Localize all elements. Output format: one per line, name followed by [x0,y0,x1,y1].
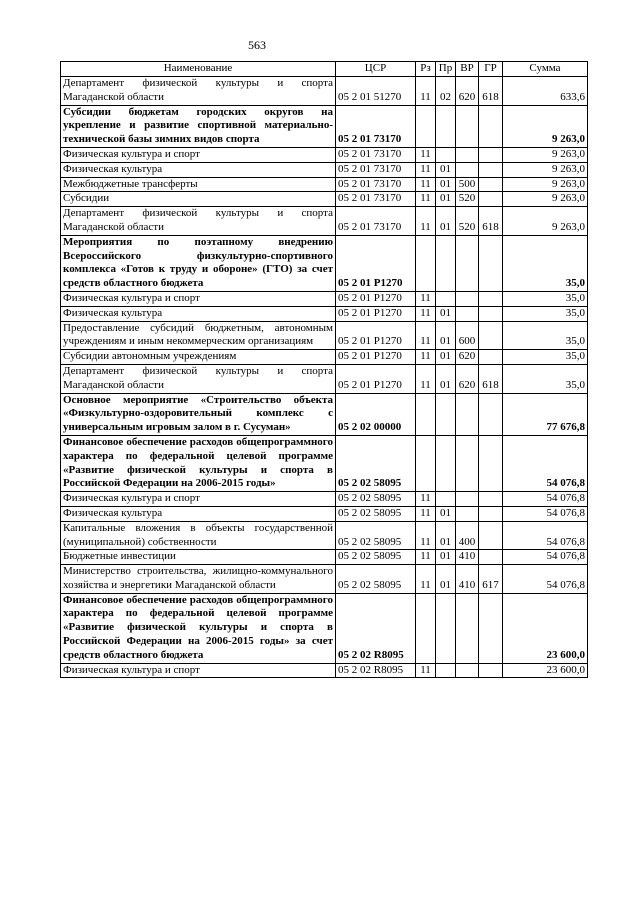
row-rz-cell [416,105,436,147]
table-row [61,147,588,162]
row-pr-cell [436,492,456,507]
row-gr-cell [479,521,503,550]
row-gr-cell [479,321,503,350]
row-vr-cell [456,162,479,177]
row-csr-cell: 05 2 02 58095 [336,435,416,491]
row-gr-cell [479,105,503,147]
row-name-cell: Субсидии [61,192,336,207]
row-csr-cell: 05 2 01 Р1270 [336,350,416,365]
row-gr-cell [479,550,503,565]
row-name-cell: Физическая культура [61,506,336,521]
row-csr-cell: 05 2 01 Р1270 [336,364,416,393]
row-name-cell: Департамент физической культуры и спорта Магаданской области [61,77,336,106]
row-pr-cell [436,663,456,678]
row-vr-cell: 620 [456,350,479,365]
row-name-cell: Физическая культура [61,306,336,321]
row-sum-cell: 54 076,8 [503,550,588,565]
row-sum-cell: 23 600,0 [503,593,588,663]
row-name-cell: Департамент физической культуры и спорта Магаданской области [61,207,336,236]
row-gr-cell [479,177,503,192]
row-gr-cell: 618 [479,364,503,393]
row-rz-cell [416,235,436,291]
table-row [61,565,588,594]
table-header-row [61,62,588,77]
row-vr-cell [456,435,479,491]
row-pr-cell: 01 [436,321,456,350]
row-name-cell: Финансовое обеспечение расходов общепрограммного характера по федеральной целевой программе «Развитие физической культуры и спорта в Российской Федерации на 2006-2015 годы» [61,435,336,491]
table-row [61,306,588,321]
row-vr-cell: 620 [456,364,479,393]
row-pr-cell [436,291,456,306]
row-gr-cell [479,306,503,321]
row-rz-cell: 11 [416,291,436,306]
row-rz-cell: 11 [416,177,436,192]
row-sum-cell: 633,6 [503,77,588,106]
row-pr-cell [436,593,456,663]
row-name-cell: Физическая культура и спорт [61,492,336,507]
row-rz-cell: 11 [416,521,436,550]
row-sum-cell: 54 076,8 [503,492,588,507]
row-csr-cell: 05 2 01 73170 [336,207,416,236]
row-rz-cell: 11 [416,321,436,350]
row-pr-cell [436,235,456,291]
table-row [61,105,588,147]
row-name-cell: Физическая культура [61,162,336,177]
row-rz-cell: 11 [416,77,436,106]
row-sum-cell: 77 676,8 [503,393,588,435]
row-sum-cell: 35,0 [503,235,588,291]
row-vr-cell [456,306,479,321]
table-row [61,350,588,365]
row-sum-cell: 23 600,0 [503,663,588,678]
table-row [61,492,588,507]
row-gr-cell: 617 [479,565,503,594]
row-vr-cell [456,492,479,507]
row-vr-cell: 600 [456,321,479,350]
row-vr-cell [456,393,479,435]
row-gr-cell [479,435,503,491]
table-row [61,506,588,521]
row-vr-cell: 520 [456,192,479,207]
table-row [61,162,588,177]
row-vr-cell [456,593,479,663]
table-row [61,521,588,550]
row-csr-cell: 05 2 02 58095 [336,550,416,565]
row-vr-cell [456,291,479,306]
row-pr-cell [436,435,456,491]
table-row [61,291,588,306]
table-row [61,593,588,663]
col-header-sum: Сумма [503,62,588,77]
row-gr-cell: 618 [479,77,503,106]
row-sum-cell: 54 076,8 [503,435,588,491]
row-gr-cell [479,393,503,435]
row-pr-cell: 01 [436,565,456,594]
table-row [61,663,588,678]
row-vr-cell: 410 [456,550,479,565]
row-rz-cell: 11 [416,550,436,565]
row-name-cell: Межбюджетные трансферты [61,177,336,192]
table-row [61,550,588,565]
page-number: 563 [248,38,266,52]
row-sum-cell: 35,0 [503,350,588,365]
col-header-name: Наименование [61,62,336,77]
row-gr-cell: 618 [479,207,503,236]
row-rz-cell: 11 [416,207,436,236]
table-body [61,77,588,678]
row-vr-cell: 410 [456,565,479,594]
row-csr-cell: 05 2 01 Р1270 [336,291,416,306]
row-rz-cell: 11 [416,162,436,177]
row-csr-cell: 05 2 01 Р1270 [336,235,416,291]
row-rz-cell: 11 [416,350,436,365]
row-vr-cell: 500 [456,177,479,192]
row-vr-cell [456,147,479,162]
row-vr-cell: 400 [456,521,479,550]
row-csr-cell: 05 2 01 51270 [336,77,416,106]
row-rz-cell [416,393,436,435]
row-sum-cell: 9 263,0 [503,147,588,162]
row-sum-cell: 9 263,0 [503,162,588,177]
row-rz-cell: 11 [416,565,436,594]
row-pr-cell: 01 [436,364,456,393]
row-pr-cell: 01 [436,162,456,177]
row-rz-cell: 11 [416,506,436,521]
row-pr-cell: 01 [436,506,456,521]
table-row [61,207,588,236]
col-header-gr: ГР [479,62,503,77]
row-csr-cell: 05 2 02 00000 [336,393,416,435]
row-sum-cell: 9 263,0 [503,177,588,192]
row-sum-cell: 35,0 [503,321,588,350]
row-pr-cell [436,147,456,162]
row-name-cell: Департамент физической культуры и спорта Магаданской области [61,364,336,393]
row-pr-cell: 01 [436,306,456,321]
col-header-vr: ВР [456,62,479,77]
table-row [61,435,588,491]
row-vr-cell: 520 [456,207,479,236]
row-csr-cell: 05 2 02 58095 [336,521,416,550]
row-vr-cell [456,235,479,291]
col-header-csr: ЦСР [336,62,416,77]
row-csr-cell: 05 2 02 R8095 [336,663,416,678]
row-gr-cell [479,235,503,291]
row-pr-cell: 01 [436,521,456,550]
row-pr-cell [436,393,456,435]
col-header-rz: Рз [416,62,436,77]
row-csr-cell: 05 2 01 Р1270 [336,306,416,321]
row-gr-cell [479,192,503,207]
row-rz-cell: 11 [416,492,436,507]
table-row [61,364,588,393]
row-rz-cell: 11 [416,147,436,162]
row-pr-cell: 01 [436,192,456,207]
table-row [61,177,588,192]
row-name-cell: Субсидии автономным учреждениям [61,350,336,365]
row-pr-cell: 01 [436,207,456,236]
row-rz-cell [416,435,436,491]
row-rz-cell: 11 [416,364,436,393]
table-row [61,192,588,207]
row-gr-cell [479,593,503,663]
col-header-pr: Пр [436,62,456,77]
row-name-cell: Бюджетные инвестиции [61,550,336,565]
row-csr-cell: 05 2 01 Р1270 [336,321,416,350]
row-name-cell: Физическая культура и спорт [61,147,336,162]
table-row [61,393,588,435]
row-pr-cell: 02 [436,77,456,106]
row-rz-cell: 11 [416,192,436,207]
row-rz-cell: 11 [416,663,436,678]
table-row [61,77,588,106]
row-pr-cell [436,105,456,147]
row-gr-cell [479,663,503,678]
row-csr-cell: 05 2 02 58095 [336,506,416,521]
row-sum-cell: 54 076,8 [503,521,588,550]
budget-table [60,61,588,678]
row-name-cell: Физическая культура и спорт [61,291,336,306]
row-csr-cell: 05 2 01 73170 [336,162,416,177]
table-row [61,321,588,350]
row-pr-cell: 01 [436,350,456,365]
row-vr-cell: 620 [456,77,479,106]
row-gr-cell [479,162,503,177]
row-rz-cell [416,593,436,663]
row-sum-cell: 9 263,0 [503,192,588,207]
row-rz-cell: 11 [416,306,436,321]
row-sum-cell: 35,0 [503,364,588,393]
row-vr-cell [456,105,479,147]
row-csr-cell: 05 2 02 R8095 [336,593,416,663]
row-gr-cell [479,350,503,365]
row-name-cell: Финансовое обеспечение расходов общепрограммного характера по федеральной целевой программе «Развитие физической культуры и спорта в Российской Федерации на 2006-2015 годы» за счет средств областного бюджета [61,593,336,663]
row-sum-cell: 54 076,8 [503,565,588,594]
row-gr-cell [479,506,503,521]
row-csr-cell: 05 2 01 73170 [336,192,416,207]
row-name-cell: Предоставление субсидий бюджетным, автономным учреждениям и иным некоммерческим организациям [61,321,336,350]
row-csr-cell: 05 2 01 73170 [336,147,416,162]
row-gr-cell [479,291,503,306]
row-gr-cell [479,492,503,507]
row-csr-cell: 05 2 01 73170 [336,177,416,192]
row-sum-cell: 35,0 [503,306,588,321]
row-csr-cell: 05 2 02 58095 [336,565,416,594]
row-csr-cell: 05 2 01 73170 [336,105,416,147]
row-sum-cell: 9 263,0 [503,207,588,236]
row-sum-cell: 9 263,0 [503,105,588,147]
row-sum-cell: 35,0 [503,291,588,306]
row-pr-cell: 01 [436,177,456,192]
row-name-cell: Мероприятия по поэтапному внедрению Всероссийского физкультурно-спортивного комплекса «Готов к труду и обороне» (ГТО) за счет средств областного бюджета [61,235,336,291]
row-name-cell: Физическая культура и спорт [61,663,336,678]
row-csr-cell: 05 2 02 58095 [336,492,416,507]
row-name-cell: Основное мероприятие «Строительство объекта «Физкультурно-оздоровительный комплекс с универсальным игровым залом в г. Сусуман» [61,393,336,435]
row-name-cell: Субсидии бюджетам городских округов на укрепление и развитие спортивной материально-технической базы зимних видов спорта [61,105,336,147]
row-vr-cell [456,506,479,521]
row-pr-cell: 01 [436,550,456,565]
row-sum-cell: 54 076,8 [503,506,588,521]
row-vr-cell [456,663,479,678]
row-name-cell: Капитальные вложения в объекты государственной (муниципальной) собственности [61,521,336,550]
table-row [61,235,588,291]
row-name-cell: Министерство строительства, жилищно-коммунального хозяйства и энергетики Магаданской области [61,565,336,594]
row-gr-cell [479,147,503,162]
